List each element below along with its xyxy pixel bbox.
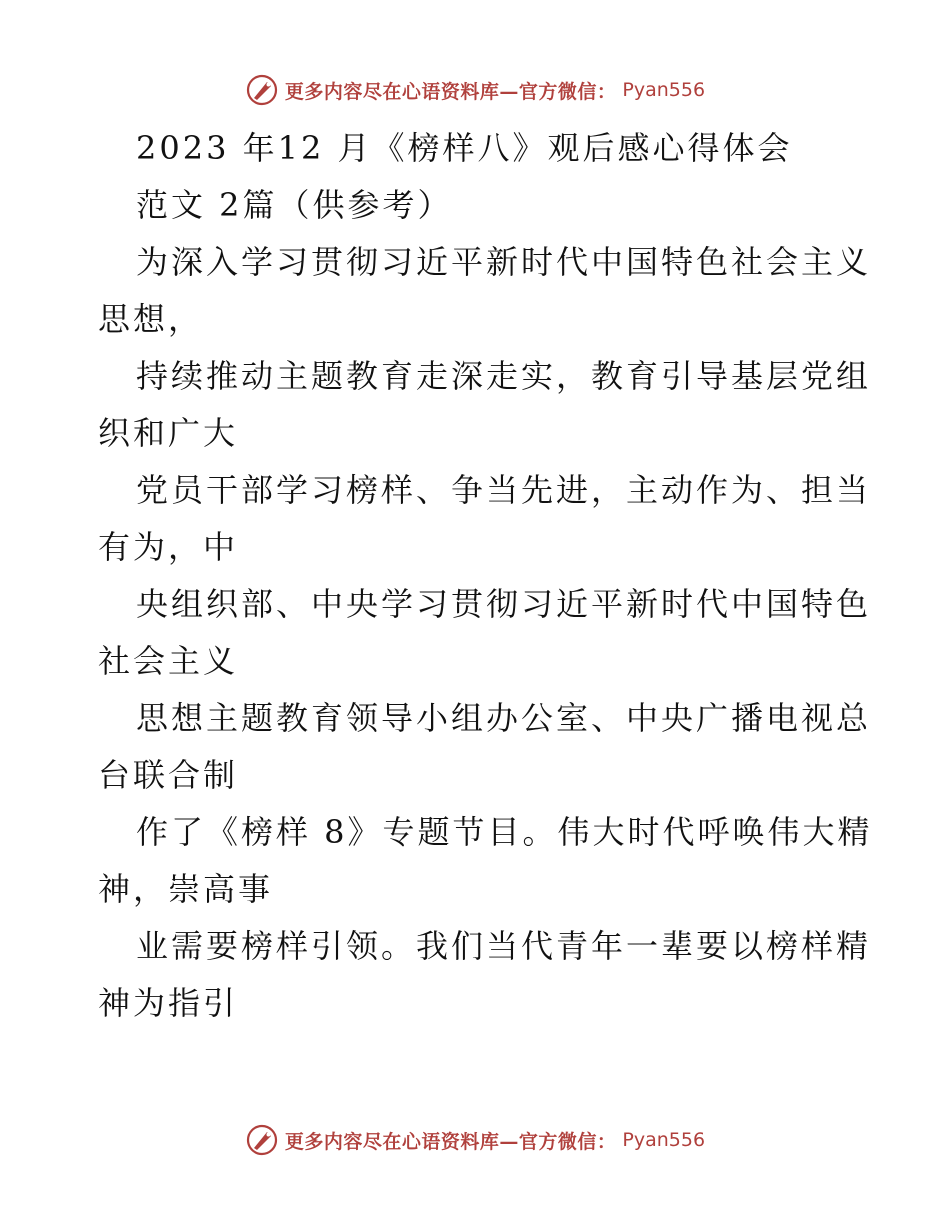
text-line: 台联合制 xyxy=(98,756,239,794)
footer-contact: Pyan556 xyxy=(622,1129,706,1151)
footer-banner xyxy=(0,1120,950,1160)
text-line: 神，崇高事 xyxy=(98,870,274,908)
pen-nib-logo-icon xyxy=(245,73,279,107)
pen-nib-logo-icon xyxy=(245,1123,279,1157)
title-line-2: 范文 2篇（供参考） xyxy=(136,186,453,224)
text-line: 有为，中 xyxy=(98,528,239,566)
header-slogan: 更多内容尽在心语资料库—官方微信： xyxy=(284,80,617,103)
text-line: 思想主题教育领导小组办公室、中央广播电视总 xyxy=(136,699,872,737)
text-line: 思想， xyxy=(98,300,204,338)
text-line: 为深入学习贯彻习近平新时代中国特色社会主义 xyxy=(136,243,872,281)
footer-slogan: 更多内容尽在心语资料库—官方微信： xyxy=(284,1130,617,1153)
text-line: 社会主义 xyxy=(98,642,239,680)
title-line-1: 2023 年12 月《榜样八》观后感心得体会 xyxy=(136,129,793,167)
text-line: 神为指引 xyxy=(98,984,239,1022)
text-line: 作了《榜样 8》专题节目。伟大时代呼唤伟大精 xyxy=(136,813,873,851)
text-line: 织和广大 xyxy=(98,414,239,452)
document-body xyxy=(98,120,873,1032)
text-line: 央组织部、中央学习贯彻习近平新时代中国特色 xyxy=(136,585,872,623)
text-line: 党员干部学习榜样、争当先进，主动作为、担当 xyxy=(136,471,872,509)
header-contact: Pyan556 xyxy=(622,79,706,101)
text-line: 持续推动主题教育走深走实，教育引导基层党组 xyxy=(136,357,872,395)
header-banner xyxy=(0,70,950,110)
text-line: 业需要榜样引领。我们当代青年一辈要以榜样精 xyxy=(136,927,872,965)
